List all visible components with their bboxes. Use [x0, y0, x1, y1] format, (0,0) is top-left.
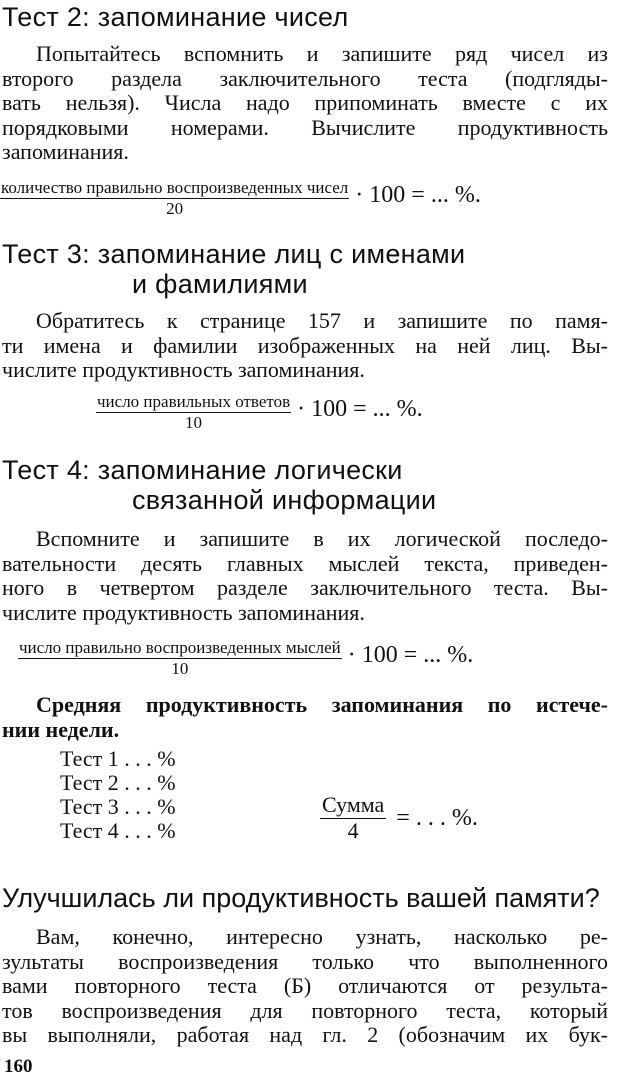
text-line: нии недели.: [2, 716, 120, 742]
fraction-denominator: 4: [347, 818, 359, 843]
test-result-row: Тест 2 . . . %: [60, 770, 176, 795]
text-line: Вам, конечно, интересно узнать, насколько ре-: [36, 924, 608, 949]
fraction: [96, 392, 291, 433]
fraction-numerator: количество правильно воспроизведенных чисел: [1, 178, 349, 197]
fraction-numerator: Сумма: [322, 792, 385, 817]
text-line: числите продуктивность запоминания.: [2, 599, 365, 625]
formula-result: = . . . %.: [396, 804, 478, 831]
test2-formula: [0, 178, 481, 219]
text-line: зультаты воспроизведения только что выполненного: [2, 948, 608, 974]
text-line: вать нельзя). Числа надо припоминать вместе с их: [2, 90, 608, 115]
text-line: тов воспроизведения для повторного теста, который: [2, 997, 608, 1023]
fraction-denominator: 10: [171, 659, 189, 678]
test2-paragraph: [2, 42, 608, 165]
text-line: Обратитесь к странице 157 и запишите по памя-: [36, 308, 608, 333]
test3-heading-line1: Тест 3: запоминание лиц с именами: [2, 239, 466, 269]
text-line: Средняя продуктивность запоминания по истече-: [36, 692, 608, 717]
test4-formula: [18, 638, 473, 679]
test4-heading-line1: Тест 4: запоминание логически: [2, 455, 403, 485]
text-line: Вспомните и запишите в их логической последо-: [36, 526, 608, 551]
text-line: второго раздела заключительного теста (подгляды-: [2, 65, 608, 91]
text-line: вательности десять главных мыслей текста, приведен-: [2, 550, 608, 576]
text-line: ного в четвертом разделе заключительного теста. Вы-: [2, 575, 608, 600]
test3-formula: [96, 392, 423, 433]
test-result-row: Тест 4 . . . %: [60, 818, 176, 843]
test2-heading: Тест 2: запоминание чисел: [2, 2, 349, 32]
test-result-row: Тест 1 . . . %: [60, 746, 176, 771]
text-line: запоминания.: [2, 139, 129, 164]
fraction-numerator: число правильно воспроизведенных мыслей: [19, 638, 341, 657]
text-line: ти имена и фамилии изображенных на ней лиц. Вы-: [2, 332, 608, 358]
fraction-denominator: 10: [185, 413, 203, 432]
improvement-heading: Улучшилась ли продуктивность вашей памяти?: [2, 883, 600, 913]
average-title: [2, 693, 608, 742]
text-line: числите продуктивность запоминания.: [2, 357, 365, 382]
text-line: порядковыми номерами. Вычислите продуктивность: [2, 114, 608, 140]
fraction-numerator: число правильных ответов: [97, 392, 291, 411]
text-line: Попытайтесь вспомнить и запишите ряд чисел из: [36, 41, 608, 66]
improvement-paragraph: [2, 925, 608, 1048]
test4-heading-line2: связанной информации: [132, 485, 437, 515]
text-line: вы выполняли, работая над гл. 2 (обозначим их бук-: [2, 1022, 608, 1047]
fraction-denominator: 20: [166, 199, 184, 218]
formula-result: · 100 = ... %.: [355, 182, 481, 208]
test-result-row: Тест 3 . . . %: [60, 794, 176, 819]
page-number: 160: [4, 1056, 33, 1077]
formula-result: · 100 = ... %.: [347, 642, 474, 668]
fraction: [320, 793, 386, 843]
test4-paragraph: [2, 527, 608, 625]
sum-formula: [320, 793, 478, 843]
text-line: вами повторного теста (Б) отличаются от результа-: [2, 973, 608, 998]
test-results-list: [60, 747, 176, 843]
fraction: [18, 638, 342, 679]
formula-result: · 100 = ... %.: [297, 396, 423, 422]
fraction: [0, 178, 349, 219]
test3-heading-line2: и фамилиями: [132, 269, 308, 299]
test3-paragraph: [2, 309, 608, 383]
